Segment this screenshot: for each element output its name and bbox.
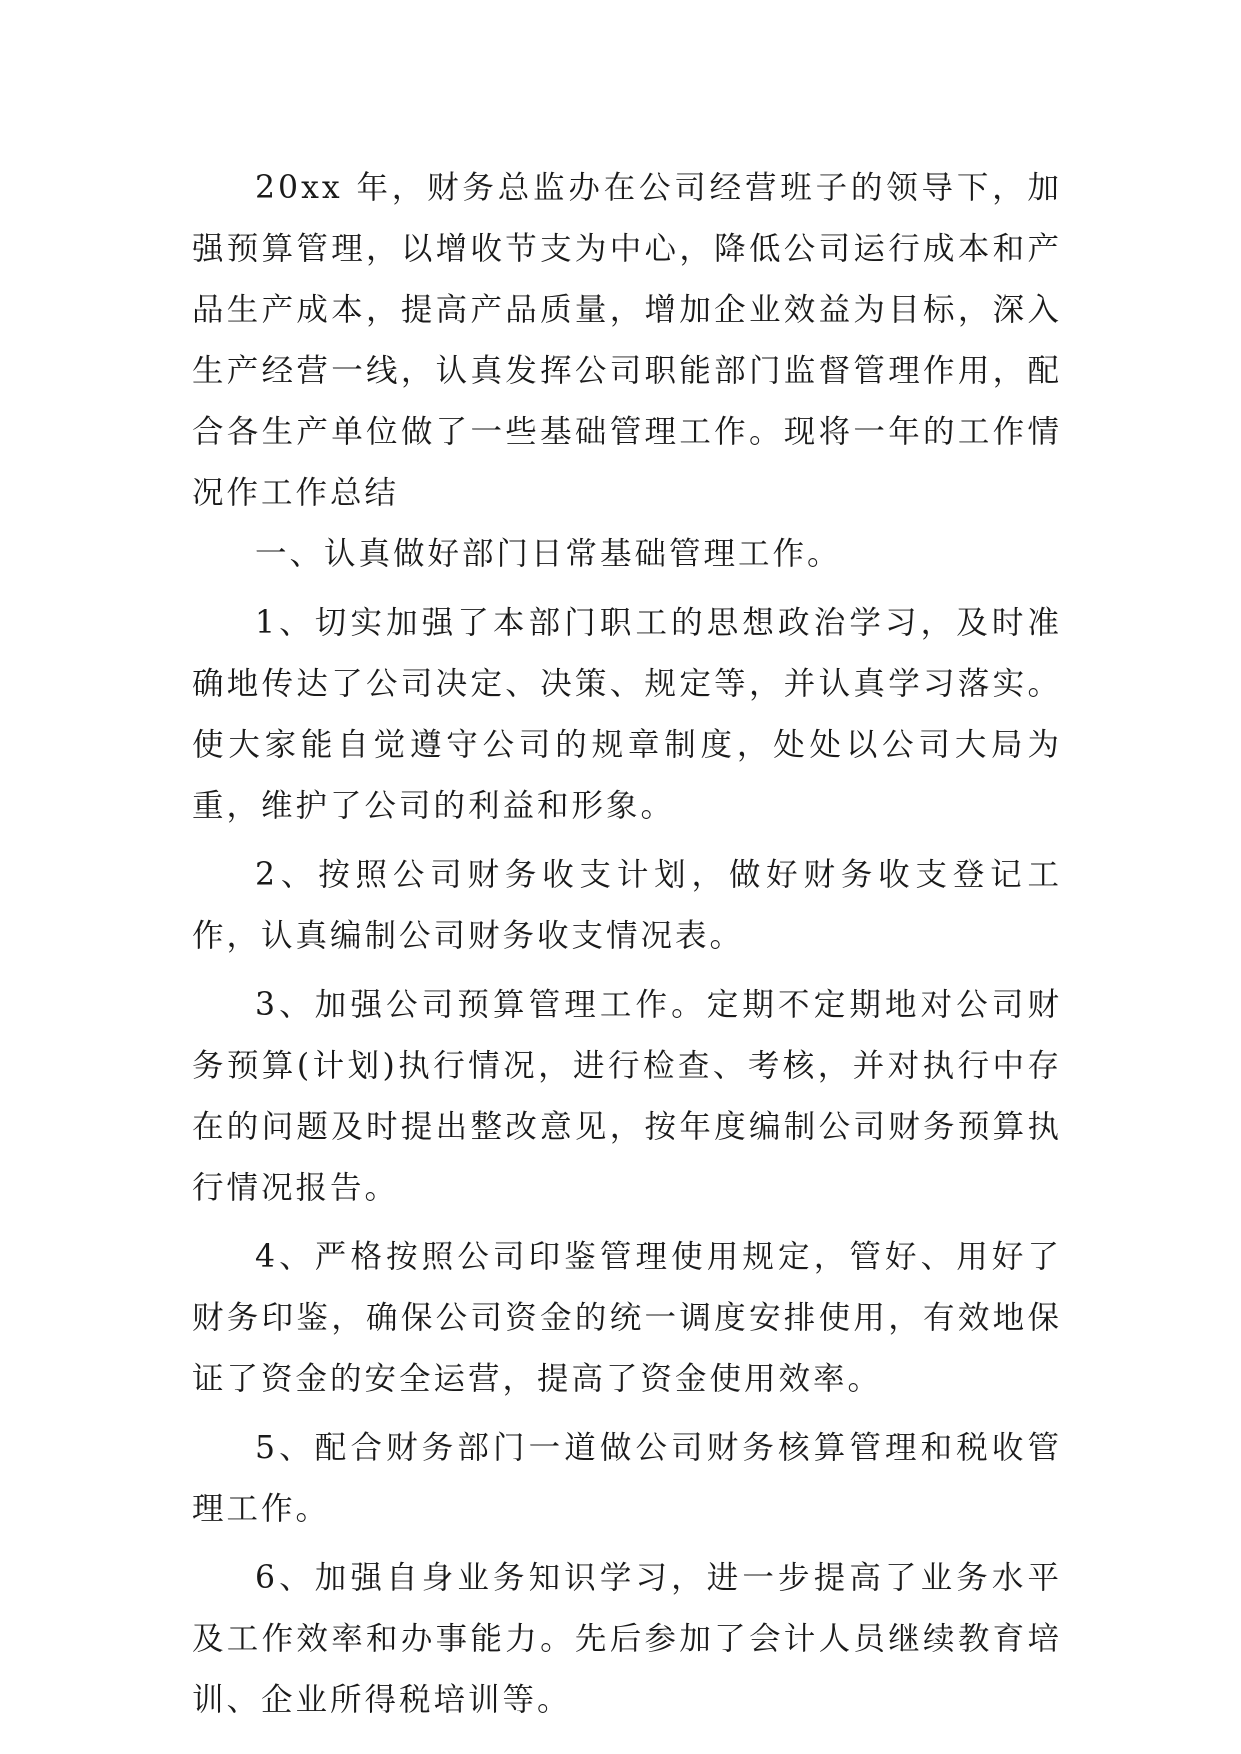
document-body xyxy=(192,158,1062,1731)
section-heading: 一、认真做好部门日常基础管理工作。 xyxy=(255,536,842,572)
item-paragraph-3: 3、加强公司预算管理工作。定期不定期地对公司财务预算(计划)执行情况，进行检查、考核，并对执行中存在的问题及时提出整改意见，按年度编制公司财务预算执行情况报告。 xyxy=(192,987,1062,1206)
intro-paragraph: 20xx 年，财务总监办在公司经营班子的领导下，加强预算管理，以增收节支为中心，降低公司运行成本和产品生产成本，提高产品质量，增加企业效益为目标，深入生产经营一线，认真发挥公司职能部门监督管理作用，配合各生产单位做了一些基础管理工作。现将一年的工作情况作工作总结 xyxy=(192,170,1062,511)
item-paragraph-6: 6、加强自身业务知识学习，进一步提高了业务水平及工作效率和办事能力。先后参加了会计人员继续教育培训、企业所得税培训等。 xyxy=(192,1560,1062,1718)
item-paragraph-1: 1、切实加强了本部门职工的思想政治学习，及时准确地传达了公司决定、决策、规定等，并认真学习落实。使大家能自觉遵守公司的规章制度，处处以公司大局为重，维护了公司的利益和形象。 xyxy=(192,605,1062,824)
item-paragraph-5: 5、配合财务部门一道做公司财务核算管理和税收管理工作。 xyxy=(192,1430,1062,1527)
item-paragraph-4: 4、严格按照公司印鉴管理使用规定，管好、用好了财务印鉴，确保公司资金的统一调度安排使用，有效地保证了资金的安全运营，提高了资金使用效率。 xyxy=(192,1239,1062,1397)
item-paragraph-2: 2、按照公司财务收支计划，做好财务收支登记工作，认真编制公司财务收支情况表。 xyxy=(192,857,1062,954)
